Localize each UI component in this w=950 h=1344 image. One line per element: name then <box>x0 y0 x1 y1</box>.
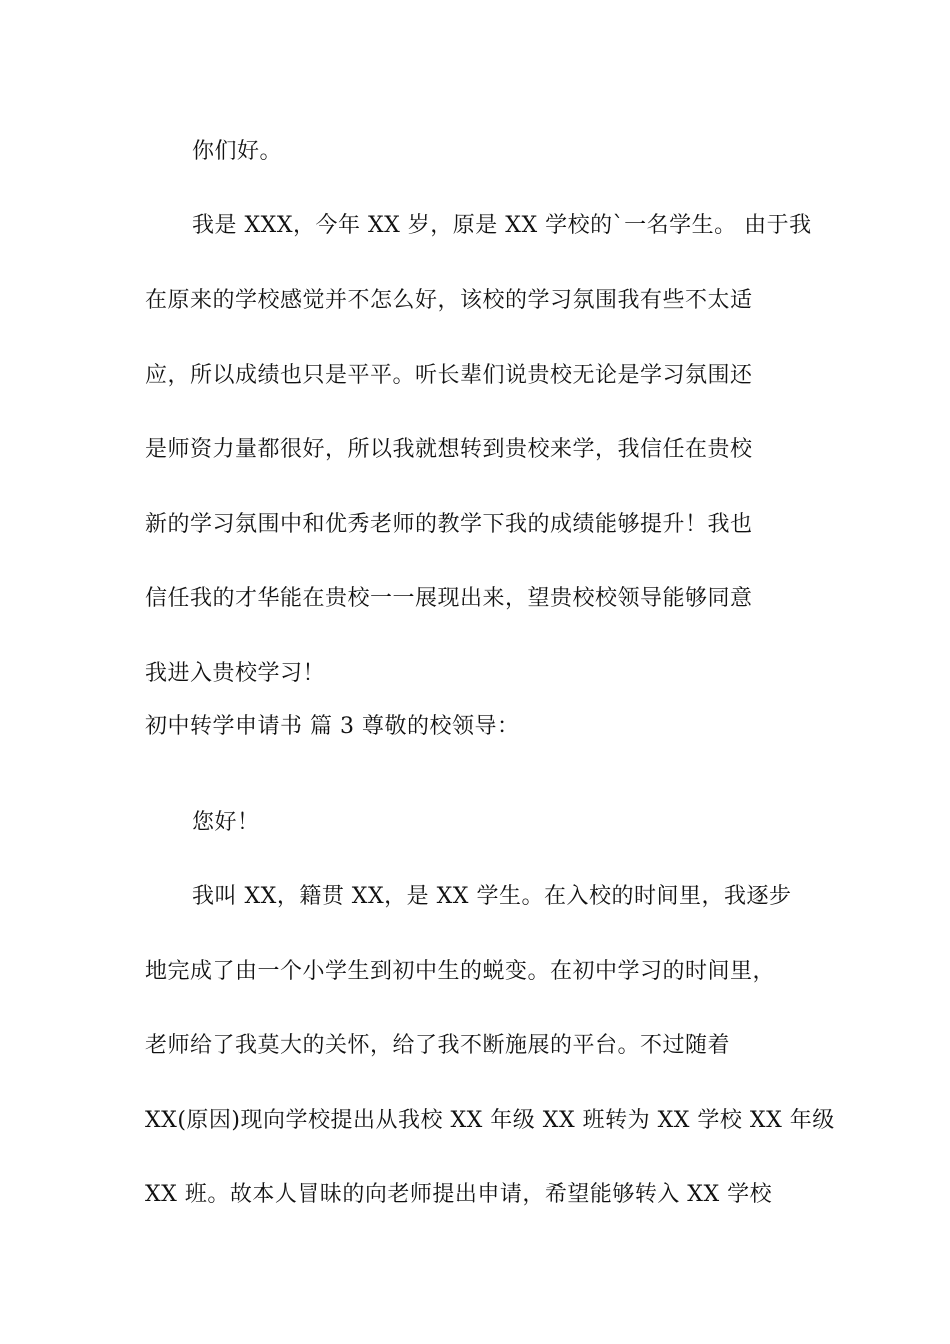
paragraph-line: 在原来的学校感觉并不怎么好，该校的学习氛围我有些不太适 <box>145 288 753 313</box>
paragraph-line: 我是 XXX，今年 XX 岁，原是 XX 学校的`一名学生。 由于我 <box>192 213 812 238</box>
paragraph-line: XX 班。故本人冒昧的向老师提出申请，希望能够转入 XX 学校 <box>145 1182 773 1207</box>
paragraph-line: 新的学习氛围中和优秀老师的教学下我的成绩能够提升！我也 <box>145 512 753 537</box>
paragraph-line: 信任我的才华能在贵校一一展现出来，望贵校校领导能够同意 <box>145 586 753 611</box>
section-heading: 初中转学申请书 篇 3 尊敬的校领导： <box>145 714 520 739</box>
paragraph-line: 地完成了由一个小学生到初中生的蜕变。在初中学习的时间里， <box>145 959 776 984</box>
paragraph-line: 应，所以成绩也只是平平。听长辈们说贵校无论是学习氛围还 <box>145 363 753 388</box>
greeting-line: 您好！ <box>192 810 260 835</box>
paragraph-line: 我叫 XX，籍贯 XX，是 XX 学生。在入校的时间里，我逐步 <box>192 884 792 909</box>
paragraph-line: XX(原因)现向学校提出从我校 XX 年级 XX 班转为 XX 学校 XX 年级 <box>145 1108 835 1133</box>
paragraph-line: 老师给了我莫大的关怀，给了我不断施展的平台。不过随着 <box>145 1033 731 1058</box>
paragraph-line: 是师资力量都很好，所以我就想转到贵校来学，我信任在贵校 <box>145 437 753 462</box>
greeting-line: 你们好。 <box>192 139 283 164</box>
paragraph-line: 我进入贵校学习！ <box>145 661 326 686</box>
